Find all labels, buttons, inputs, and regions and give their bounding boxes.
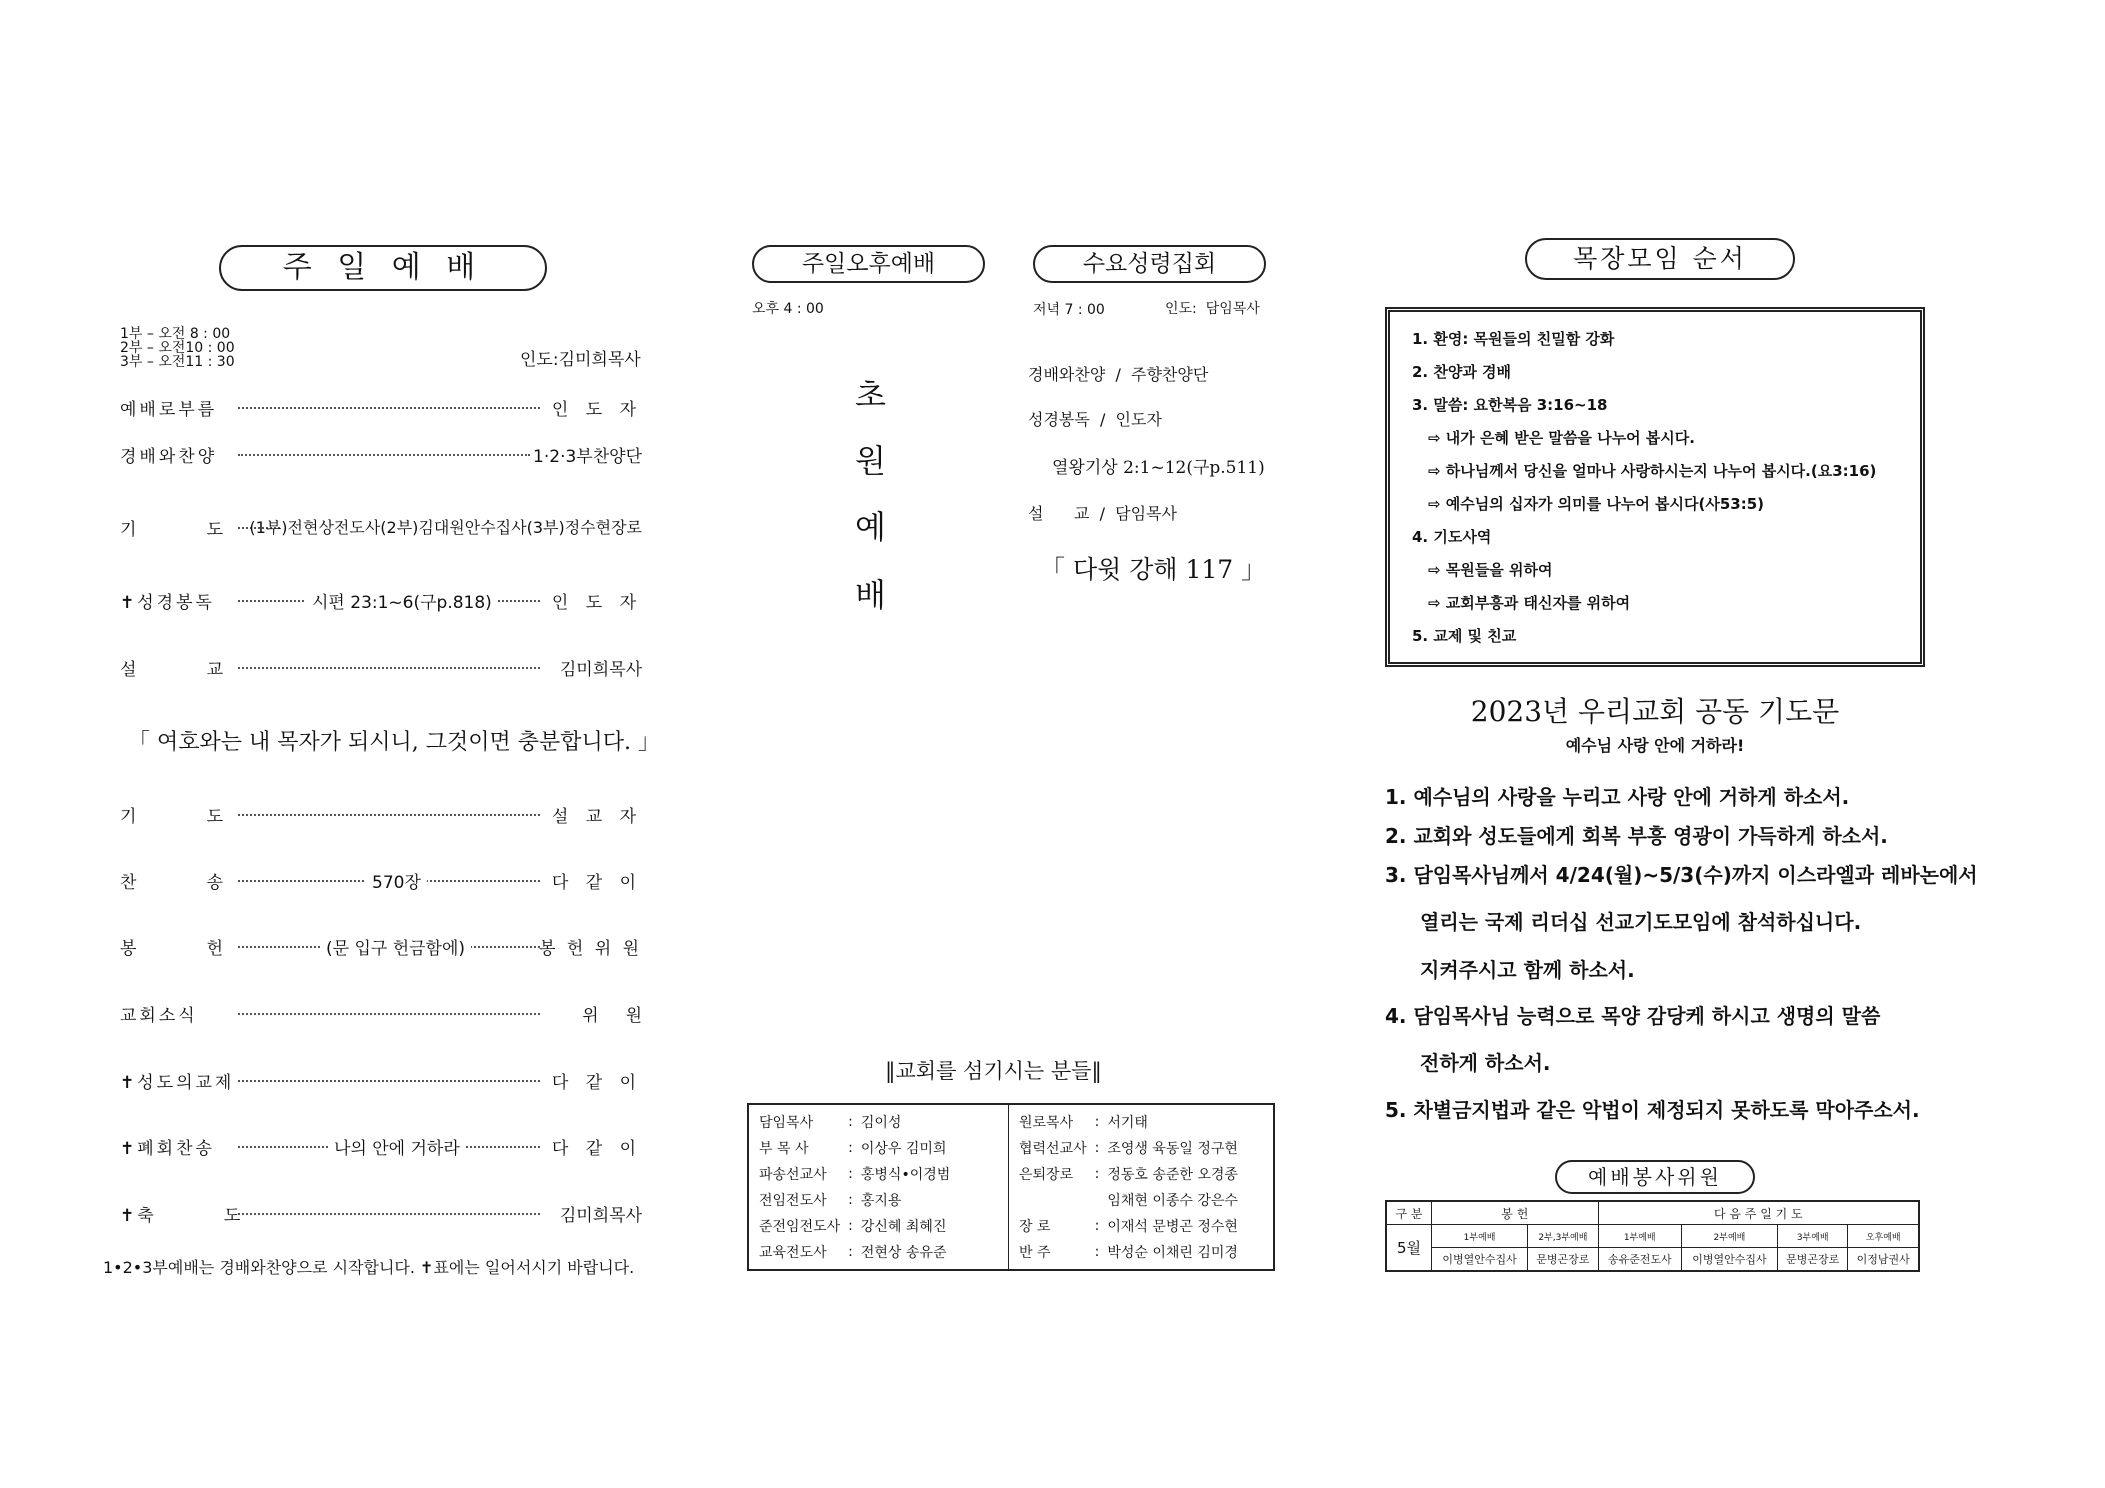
staff-row [755, 1161, 954, 1187]
cell-item: 1. 환영: 목원들의 친밀함 강화 [1412, 330, 1615, 348]
service-title: 예배봉사위원 [1555, 1160, 1755, 1194]
staff-row [1015, 1109, 1242, 1135]
cell-item: 5. 교제 및 친교 [1412, 627, 1517, 645]
order-leader-dots [238, 454, 530, 456]
staff-row [755, 1187, 954, 1213]
sunday-time-2: 2부 – 오전10 : 00 [120, 340, 235, 356]
prayer-line: 2. 교회와 성도들에게 회복 부흥 영광이 가득하게 하소서. [1385, 824, 1888, 848]
order-person: 다 같 이 [551, 1139, 642, 1159]
afternoon-vertical-char: 초 [855, 376, 886, 414]
afternoon-time: 오후 4 : 00 [752, 301, 824, 317]
order-label: 기 도 [120, 520, 227, 540]
staff-left-table [755, 1109, 954, 1265]
order-person: 인 도 자 [551, 593, 642, 613]
wednesday-sermon-title: 「 다윗 강해 117 」 [1040, 555, 1267, 584]
order-row-prayer [120, 515, 642, 539]
staff-names: 박성순 이채린 김미경 [1107, 1245, 1238, 1261]
order-person: 다 같 이 [551, 1073, 642, 1093]
staff-role: 전임전도사 [759, 1193, 827, 1209]
order-label: 예배로부름 [120, 400, 218, 420]
cell-item: ⇨ 하나님께서 당신을 얼마나 사랑하시는지 나누어 봅시다.(요3:16) [1428, 462, 1877, 480]
cell-item: ⇨ 내가 은혜 받은 말씀을 나누어 봅시다. [1428, 429, 1695, 447]
order-person: 1·2·3부찬양단 [533, 447, 642, 467]
staff-names: 강신혜 최혜진 [860, 1219, 947, 1235]
staff-role: 원로목사 [1019, 1115, 1074, 1131]
order-person: 김미희목사 [559, 1206, 642, 1226]
order-label: 기 도 [120, 807, 227, 827]
order-label: ✝축 도 [120, 1206, 244, 1226]
order-label: ✝성경봉독 [120, 593, 215, 613]
sunday-time-3: 3부 – 오전11 : 30 [120, 354, 235, 370]
cell-item: ⇨ 목원들을 위하여 [1428, 561, 1553, 579]
service-name: 문병곤장로 [1778, 1248, 1848, 1272]
prayer-line: 열리는 국제 리더십 선교기도모임에 참석하십니다. [1420, 910, 1862, 934]
service-sub-header: 2부,3부예배 [1528, 1225, 1598, 1248]
service-name: 이병열안수집사 [1681, 1248, 1777, 1272]
staff-colon: : [1094, 1218, 1100, 1234]
staff-box [747, 1103, 1275, 1271]
order-leader-dots [238, 1013, 540, 1015]
cell-item: ⇨ 예수님의 십자가 의미를 나누어 봅시다(사53:5) [1428, 495, 1765, 513]
order-detail: 나의 안에 거하라 [328, 1134, 466, 1159]
staff-names: 김이성 [860, 1115, 902, 1131]
service-month: 5월 [1386, 1225, 1432, 1272]
wednesday-sermon: 설 교 / 담임목사 [1028, 504, 1177, 523]
order-person: 봉 헌 위 원 [539, 939, 642, 959]
staff-colon: : [848, 1244, 853, 1260]
service-sub-header: 3부예배 [1778, 1225, 1848, 1248]
staff-names: 이재석 문병곤 정수현 [1107, 1219, 1238, 1235]
afternoon-title: 주일오후예배 [752, 245, 985, 283]
order-label: ✝폐회찬송 [120, 1139, 215, 1159]
order-row-call [120, 395, 642, 419]
cell-item: 4. 기도사역 [1412, 528, 1492, 546]
sunday-leader: 인도:김미희목사 [520, 350, 641, 370]
staff-role: 담임목사 [759, 1115, 814, 1131]
wednesday-reading: 성경봉독 / 인도자 [1028, 410, 1162, 429]
order-row-sermon [120, 655, 642, 679]
order-person: 위 원 [582, 1006, 642, 1026]
afternoon-vertical-char: 배 [855, 576, 886, 614]
service-name: 송유준전도사 [1598, 1248, 1681, 1272]
order-row-fellowship [120, 1068, 642, 1092]
staff-names: 서기태 [1107, 1115, 1148, 1131]
staff-colon: : [848, 1192, 853, 1208]
staff-colon: : [1094, 1166, 1100, 1182]
staff-row [755, 1239, 954, 1265]
staff-role: 준전임전도사 [759, 1219, 841, 1235]
order-row-offering [120, 934, 642, 958]
staff-role: 협력선교사 [1019, 1141, 1087, 1157]
prayer-title: 2023년 우리교회 공동 기도문 [1470, 695, 1840, 728]
order-row-praise [120, 442, 642, 466]
service-sub-header: 1부예배 [1598, 1225, 1681, 1248]
staff-row [755, 1213, 954, 1239]
wednesday-title: 수요성령집회 [1033, 245, 1266, 283]
staff-names: 조영생 육동일 정구현 [1107, 1141, 1238, 1157]
staff-names: 정동호 송준한 오경종 [1107, 1167, 1238, 1183]
order-row-prayer-2 [120, 802, 642, 826]
staff-colon [1091, 1187, 1104, 1213]
order-person: 김미희목사 [559, 660, 642, 680]
order-leader-dots [238, 1080, 540, 1082]
order-label: 경배와찬양 [120, 447, 218, 467]
cell-item: ⇨ 교회부흥과 태신자를 위하여 [1428, 594, 1631, 612]
sunday-time-1: 1부 – 오전 8 : 00 [120, 326, 231, 342]
order-person: 인 도 자 [551, 400, 642, 420]
staff-names: 홍병식•이경범 [860, 1167, 951, 1183]
service-name-row [1386, 1248, 1919, 1272]
service-sub-header: 1부예배 [1432, 1225, 1528, 1248]
staff-divider [1008, 1105, 1009, 1269]
staff-row [1015, 1187, 1242, 1213]
staff-names: 이상우 김미희 [860, 1141, 947, 1157]
staff-role: 반 주 [1019, 1245, 1051, 1261]
service-sub-row [1386, 1225, 1919, 1248]
staff-names: 전현상 송유준 [860, 1245, 947, 1261]
order-detail: (문 입구 헌금함에) [320, 934, 471, 959]
staff-row [1015, 1239, 1242, 1265]
prayer-subtitle: 예수님 사랑 안에 거하라! [1565, 736, 1745, 755]
order-row-hymn [120, 868, 642, 892]
order-person: (1부)전현상전도사(2부)김대원안수집사(3부)정수현장로 [249, 518, 642, 537]
service-name: 이병열안수집사 [1432, 1248, 1528, 1272]
staff-colon: : [1094, 1114, 1100, 1130]
order-label: 봉 헌 [120, 939, 227, 959]
order-row-news [120, 1001, 642, 1025]
staff-row [755, 1135, 954, 1161]
staff-row [1015, 1161, 1242, 1187]
order-leader-dots [238, 814, 540, 816]
service-sub-header: 2부예배 [1681, 1225, 1777, 1248]
staff-row [755, 1109, 954, 1135]
order-leader-dots [238, 407, 540, 409]
staff-role: 은퇴장로 [1019, 1167, 1074, 1183]
staff-colon: : [848, 1114, 853, 1130]
sunday-title: 주 일 예 배 [219, 245, 547, 291]
staff-right-table [1015, 1109, 1242, 1265]
wednesday-time: 저녁 7 : 00 [1033, 302, 1105, 318]
prayer-line: 3. 담임목사님께서 4/24(월)~5/3(수)까지 이스라엘과 레바논에서 [1385, 863, 1978, 887]
order-detail: 시편 23:1~6(구p.818) [306, 588, 498, 613]
staff-role: 파송선교사 [759, 1167, 827, 1183]
order-person: 설 교 자 [551, 807, 642, 827]
staff-title: ‖교회를 섬기시는 분들‖ [885, 1059, 1102, 1083]
staff-colon: : [1094, 1244, 1100, 1260]
prayer-line: 5. 차별금지법과 같은 악법이 제정되지 못하도록 막아주소서. [1385, 1098, 1920, 1122]
staff-colon: : [848, 1140, 853, 1156]
cell-item: 2. 찬양과 경배 [1412, 363, 1512, 381]
order-person: 다 같 이 [551, 873, 642, 893]
order-leader-dots [238, 667, 540, 669]
staff-role [1015, 1187, 1091, 1213]
staff-names: 임채현 이종수 강은수 [1107, 1193, 1238, 1209]
staff-row [1015, 1135, 1242, 1161]
staff-colon: : [848, 1218, 853, 1234]
staff-role: 장 로 [1019, 1219, 1051, 1235]
service-sub-header: 오후예배 [1848, 1225, 1919, 1248]
order-leader-dots [238, 1213, 540, 1215]
staff-names: 홍지용 [860, 1193, 902, 1209]
staff-row [1015, 1213, 1242, 1239]
order-detail: 570장 [366, 868, 427, 893]
afternoon-vertical-char: 원 [855, 442, 886, 480]
order-label: 설 교 [120, 660, 227, 680]
wednesday-passage: 열왕기상 2:1~12(구p.511) [1052, 458, 1265, 478]
afternoon-vertical-char: 예 [855, 508, 886, 546]
order-label: 찬 송 [120, 873, 227, 893]
cell-title: 목장모임 순서 [1525, 238, 1795, 280]
staff-role: 교육전도사 [759, 1245, 827, 1261]
order-label: ✝성도의교제 [120, 1073, 235, 1093]
order-row-closing-hymn [120, 1134, 642, 1158]
service-header-offering: 봉 헌 [1432, 1201, 1599, 1225]
wednesday-praise: 경배와찬양 / 주향찬양단 [1028, 365, 1209, 384]
prayer-line: 지켜주시고 함께 하소서. [1420, 958, 1635, 982]
prayer-line: 4. 담임목사님 능력으로 목양 감당케 하시고 생명의 말씀 [1385, 1004, 1881, 1028]
service-name: 이정남권사 [1848, 1248, 1919, 1272]
staff-role: 부 목 사 [759, 1141, 809, 1157]
order-label: 교회소식 [120, 1006, 198, 1026]
staff-colon: : [848, 1166, 853, 1182]
prayer-line: 전하게 하소서. [1420, 1051, 1551, 1075]
service-name: 문병곤장로 [1528, 1248, 1598, 1272]
service-header-gubun: 구 분 [1386, 1201, 1432, 1225]
order-row-benediction [120, 1201, 642, 1225]
wednesday-leader: 인도: 담임목사 [1165, 301, 1260, 317]
service-table [1385, 1200, 1920, 1272]
order-row-reading [120, 588, 642, 612]
sermon-title: 「 여호와는 내 목자가 되시니, 그것이면 충분합니다. 」 [128, 730, 660, 755]
service-header-prayer: 다 음 주 일 기 도 [1598, 1201, 1919, 1225]
sunday-note: 1•2•3부예배는 경배와찬양으로 시작합니다. ✝표에는 일어서시기 바랍니다. [103, 1258, 635, 1277]
staff-colon: : [1094, 1140, 1100, 1156]
service-header-row [1386, 1201, 1919, 1225]
prayer-line: 1. 예수님의 사랑을 누리고 사랑 안에 거하게 하소서. [1385, 785, 1850, 809]
cell-item: 3. 말씀: 요한복음 3:16~18 [1412, 396, 1608, 414]
